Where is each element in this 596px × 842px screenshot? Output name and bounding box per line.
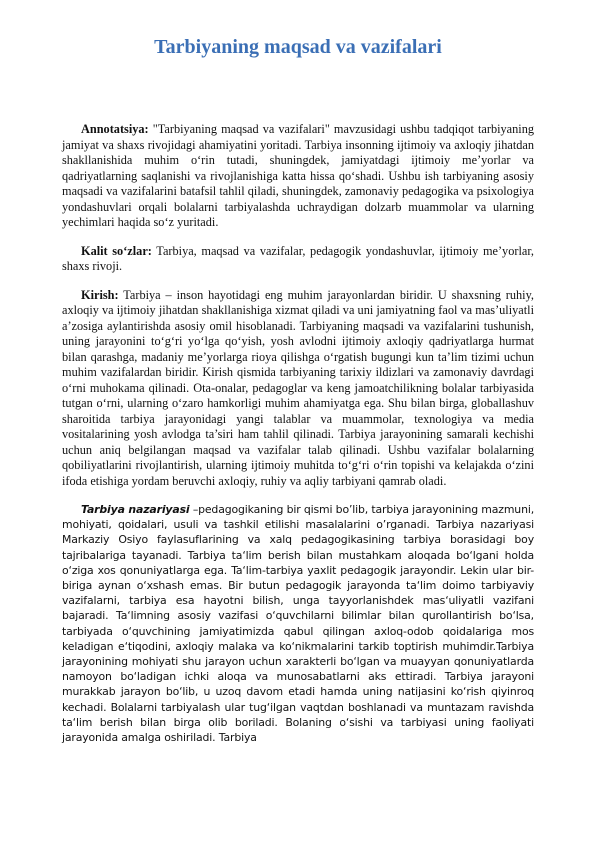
introduction-text: Tarbiya – inson hayotidagi eng muhim jarayonlardan biridir. U shaxsning ruhiy, axloqiy va ijtimoiy jihatdan shakllanishiga xizmat qiladi va uni jamiyatning faol va mas’uliyatli a’zosiga aylantirishda asosiy omil hisoblanadi. Tarbiyaning maqsadi va vazifalarini tushunish, uning jarayonini to‘g‘ri yo‘lga qo‘yish, yosh avlodni ijtimoiy axloqiy qadriyatlarga hurmat bilan qarashga, madaniy me’yorlarga rioya qilishga o‘rgatish bugungi kun ta’lim tizimi uchun muhim vazifalardan biridir. Kirish qismida tarbiyaning tarixiy ildizlari va zamonaviy davrdagi o‘rni muhokama qilinadi. Ota-onalar, pedagoglar va keng jamoatchilikning bolalar tarbiyasida tutgan o‘rni, ularning o‘zaro hamkorligi muhim ahamiyatga ega. Shu bilan birga, globallashuv sharoitida tarbiya jarayonidagi yangi talablar va muammolar, texnologiya va media vositalarining yosh avlodga ta’siri ham tahlil qilinadi. Tarbiya jarayonining samarali kechishi uchun aniq belgilangan maqsad va vazifalar talab qilinadi. Ushbu vazifalar bolalarning qobiliyatlarini rivojlantirish, ularning ijtimoiy muhitda to‘g‘ri o‘rin topishi va kelajakda o‘zini ifoda etishiga yordam beruvchi axloqiy, ruhiy va aqliy tarbiyani qamrab oladi. [62, 287, 534, 488]
introduction-label: Kirish: [81, 287, 119, 302]
keywords-label: Kalit so‘zlar: [81, 243, 152, 258]
keywords-paragraph [62, 244, 534, 275]
annotation-text: "Tarbiyaning maqsad va vazifalari" mavzusidagi ushbu tadqiqot tarbiyaning jamiyat va shaxs rivojidagi ahamiyatini yoritadi. Tarbiya insonning ijtimoiy va axloqiy jihatdan shakllanishida muhim o‘rin tutadi, shuningdek, jamiyatdagi ijtimoiy me’yorlar va qadriyatlarning saqlanishi va rivojlanishiga katta hissa qo‘shadi. Ushbu ish tarbiyaning asosiy maqsadi va vazifalarini batafsil tahlil qiladi, shuningdek, zamonaviy pedagogika va psixologiya yondashuvlari orqali bolalarni tarbiyalashda uchraydigan dolzarb muammolar va ularning yechimlari haqida so‘z yuritadi. [62, 122, 534, 229]
paper-title: Tarbiyaning maqsad va vazifalari [154, 36, 442, 58]
annotation-paragraph [62, 122, 534, 231]
theory-text: –pedagogikaning bir qismi bo’lib, tarbiya jarayonining mazmuni, mohiyati, qoidalari, usuli va tashkil etilishi masalalarini o’rganadi. Tarbiya nazariyasi Markaziy Osiyo faylasuflarining va xalq pedagogikasining tarbiya borasidagi boy tajribalariga tayanadi. Tarbiya ta‘lim berish bilan mustahkam aloqada bo‘lgani holda o‘ziga xos qonuniyatlarga ega. Ta‘lim-tarbiya yaxlit pedagogik jarayondir. Lekin ular bir-biriga aynan o‘xshash emas. Bir butun pedagogik jarayonda ta‘lim doimo tarbiyaviy vazifalarni, tarbiya esa hayotni bilish, unga tayyorlanishdek mas‘uliyatli vazifani bajaradi. Ta‘limning asosiy vazifasi o‘quvchilarni bilimlar bilan qurollantirish bo‘lsa, tarbiyada o‘quvchining jamiyatimizda qabul qilingan axloq-odob qoidalariga mos keladigan e‘tiqodini, axloqiy malaka va ko‘nikmalarini tarkib toptirish muhimdir.Tarbiya jarayonining mohiyati shu jarayon uchun xarakterli bo‘lgan va muayyan qonuniyatlarda namoyon bo‘ladigan ichki aloqa va munosabatlarni aks ettiradi. Tarbiya jarayoni murakkab jarayon bo‘lib, u uzoq davom etadi hamda uning natijasini ko‘rish qiyinroq kechadi. Bolalarni tarbiyalash ular tug‘ilgan vaqtdan boshlanadi va muntazam ravishda ta‘lim berish bilan birga olib boriladi. Bolaning o‘sishi va tarbiyasi uning faoliyati jarayonida amalga oshiriladi. Tarbiya [62, 503, 535, 745]
theory-label: Tarbiya nazariyasi [81, 503, 190, 516]
paper-body [62, 122, 534, 758]
annotation-label: Annotatsiya: [81, 122, 149, 136]
theory-paragraph [62, 502, 534, 745]
introduction-paragraph [62, 288, 534, 490]
keywords-text: Tarbiya, maqsad va vazifalar, pedagogik yondashuvlar, ijtimoiy me’yorlar, shaxs rivoji. [62, 243, 535, 273]
